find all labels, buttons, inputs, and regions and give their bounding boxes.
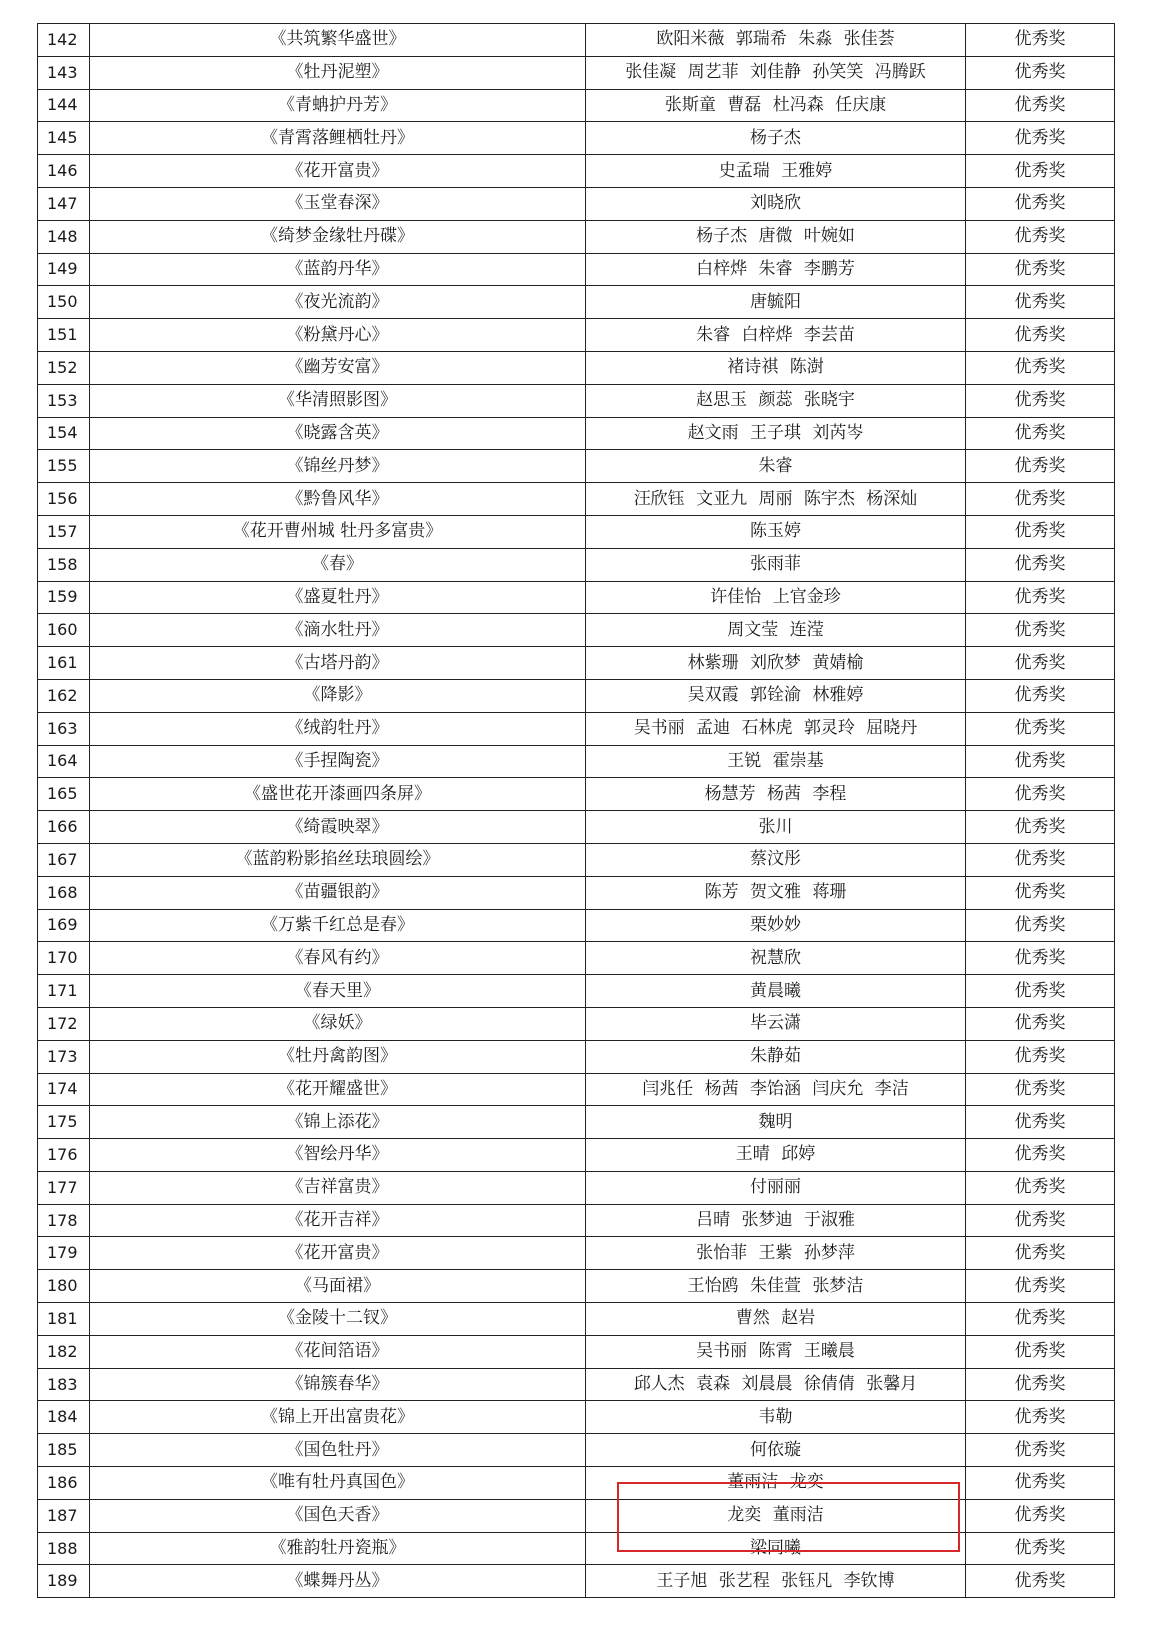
- table-row: [38, 450, 1115, 483]
- work-title-cell: 《智绘丹华》: [90, 1139, 586, 1172]
- award-level-cell: 优秀奖: [966, 1565, 1115, 1598]
- entry-number-cell: 158: [38, 548, 90, 581]
- table-row: [38, 483, 1115, 516]
- work-title-cell: 《滴水牡丹》: [90, 614, 586, 647]
- award-level-cell: 优秀奖: [966, 1499, 1115, 1532]
- award-level-cell: 优秀奖: [966, 351, 1115, 384]
- work-title-cell: 《唯有牡丹真国色》: [90, 1467, 586, 1500]
- table-row: [38, 581, 1115, 614]
- table-row: [38, 56, 1115, 89]
- author-names-cell: 陈芳 贺文雅 蒋珊: [586, 876, 966, 909]
- author-names-cell: 王子旭 张艺程 张钰凡 李钦博: [586, 1565, 966, 1598]
- table-row: [38, 1565, 1115, 1598]
- table-row: [38, 843, 1115, 876]
- work-title-cell: 《苗疆银韵》: [90, 876, 586, 909]
- work-title-cell: 《共筑繁华盛世》: [90, 24, 586, 57]
- table-row: [38, 1106, 1115, 1139]
- entry-number-cell: 175: [38, 1106, 90, 1139]
- work-title-cell: 《万紫千红总是春》: [90, 909, 586, 942]
- author-names-cell: 付丽丽: [586, 1171, 966, 1204]
- award-level-cell: 优秀奖: [966, 417, 1115, 450]
- award-level-cell: 优秀奖: [966, 1007, 1115, 1040]
- award-level-cell: 优秀奖: [966, 614, 1115, 647]
- entry-number-cell: 169: [38, 909, 90, 942]
- table-row: [38, 1204, 1115, 1237]
- author-names-cell: 龙奕 董雨洁: [586, 1499, 966, 1532]
- work-title-cell: 《蓝韵丹华》: [90, 253, 586, 286]
- author-names-cell: 吕晴 张梦迪 于淑雅: [586, 1204, 966, 1237]
- entry-number-cell: 155: [38, 450, 90, 483]
- author-names-cell: 魏明: [586, 1106, 966, 1139]
- award-level-cell: 优秀奖: [966, 515, 1115, 548]
- work-title-cell: 《夜光流韵》: [90, 286, 586, 319]
- entry-number-cell: 172: [38, 1007, 90, 1040]
- award-table: [37, 23, 1115, 1598]
- author-names-cell: 许佳怡 上官金珍: [586, 581, 966, 614]
- entry-number-cell: 143: [38, 56, 90, 89]
- work-title-cell: 《花开富贵》: [90, 1237, 586, 1270]
- author-names-cell: 赵文雨 王子琪 刘芮岑: [586, 417, 966, 450]
- table-row: [38, 1467, 1115, 1500]
- award-level-cell: 优秀奖: [966, 450, 1115, 483]
- award-level-cell: 优秀奖: [966, 253, 1115, 286]
- author-names-cell: 栗妙妙: [586, 909, 966, 942]
- work-title-cell: 《幽芳安富》: [90, 351, 586, 384]
- entry-number-cell: 178: [38, 1204, 90, 1237]
- author-names-cell: 王晴 邱婷: [586, 1139, 966, 1172]
- work-title-cell: 《降影》: [90, 679, 586, 712]
- award-level-cell: 优秀奖: [966, 1073, 1115, 1106]
- author-names-cell: 褚诗祺 陈澍: [586, 351, 966, 384]
- entry-number-cell: 149: [38, 253, 90, 286]
- award-level-cell: 优秀奖: [966, 122, 1115, 155]
- table-row: [38, 975, 1115, 1008]
- table-row: [38, 1335, 1115, 1368]
- work-title-cell: 《华清照影图》: [90, 384, 586, 417]
- table-row: [38, 1532, 1115, 1565]
- author-names-cell: 张雨菲: [586, 548, 966, 581]
- award-level-cell: 优秀奖: [966, 1270, 1115, 1303]
- award-level-cell: 优秀奖: [966, 581, 1115, 614]
- work-title-cell: 《春风有约》: [90, 942, 586, 975]
- entry-number-cell: 188: [38, 1532, 90, 1565]
- author-names-cell: 梁同曦: [586, 1532, 966, 1565]
- work-title-cell: 《牡丹禽韵图》: [90, 1040, 586, 1073]
- author-names-cell: 闫兆任 杨茜 李饴涵 闫庆允 李洁: [586, 1073, 966, 1106]
- table-row: [38, 417, 1115, 450]
- table-row: [38, 1040, 1115, 1073]
- table-row: [38, 712, 1115, 745]
- entry-number-cell: 164: [38, 745, 90, 778]
- work-title-cell: 《花间箔语》: [90, 1335, 586, 1368]
- author-names-cell: 何依璇: [586, 1434, 966, 1467]
- entry-number-cell: 159: [38, 581, 90, 614]
- table-row: [38, 89, 1115, 122]
- entry-number-cell: 147: [38, 187, 90, 220]
- work-title-cell: 《黔鲁风华》: [90, 483, 586, 516]
- work-title-cell: 《锦上添花》: [90, 1106, 586, 1139]
- work-title-cell: 《花开吉祥》: [90, 1204, 586, 1237]
- author-names-cell: 曹然 赵岩: [586, 1303, 966, 1336]
- award-level-cell: 优秀奖: [966, 778, 1115, 811]
- work-title-cell: 《青霄落鲤栖牡丹》: [90, 122, 586, 155]
- work-title-cell: 《锦簇春华》: [90, 1368, 586, 1401]
- work-title-cell: 《盛夏牡丹》: [90, 581, 586, 614]
- author-names-cell: 杨子杰: [586, 122, 966, 155]
- work-title-cell: 《花开曹州城 牡丹多富贵》: [90, 515, 586, 548]
- work-title-cell: 《古塔丹韵》: [90, 647, 586, 680]
- award-level-cell: 优秀奖: [966, 1401, 1115, 1434]
- award-level-cell: 优秀奖: [966, 843, 1115, 876]
- author-names-cell: 赵思玉 颜蕊 张晓宇: [586, 384, 966, 417]
- award-level-cell: 优秀奖: [966, 876, 1115, 909]
- entry-number-cell: 171: [38, 975, 90, 1008]
- entry-number-cell: 176: [38, 1139, 90, 1172]
- entry-number-cell: 185: [38, 1434, 90, 1467]
- author-names-cell: 蔡汶彤: [586, 843, 966, 876]
- table-row: [38, 155, 1115, 188]
- author-names-cell: 欧阳米薇 郭瑞希 朱淼 张佳荟: [586, 24, 966, 57]
- work-title-cell: 《蓝韵粉影掐丝珐琅圆绘》: [90, 843, 586, 876]
- award-table-body: [38, 24, 1115, 1598]
- award-level-cell: 优秀奖: [966, 1106, 1115, 1139]
- award-level-cell: 优秀奖: [966, 1467, 1115, 1500]
- entry-number-cell: 162: [38, 679, 90, 712]
- entry-number-cell: 182: [38, 1335, 90, 1368]
- table-row: [38, 811, 1115, 844]
- author-names-cell: 韦勒: [586, 1401, 966, 1434]
- award-level-cell: 优秀奖: [966, 1368, 1115, 1401]
- table-row: [38, 614, 1115, 647]
- award-level-cell: 优秀奖: [966, 220, 1115, 253]
- author-names-cell: 刘晓欣: [586, 187, 966, 220]
- entry-number-cell: 179: [38, 1237, 90, 1270]
- entry-number-cell: 148: [38, 220, 90, 253]
- award-level-cell: 优秀奖: [966, 712, 1115, 745]
- table-row: [38, 351, 1115, 384]
- table-row: [38, 1270, 1115, 1303]
- author-names-cell: 董雨洁 龙奕: [586, 1467, 966, 1500]
- award-level-cell: 优秀奖: [966, 679, 1115, 712]
- table-row: [38, 909, 1115, 942]
- author-names-cell: 唐毓阳: [586, 286, 966, 319]
- table-row: [38, 647, 1115, 680]
- work-title-cell: 《绒韵牡丹》: [90, 712, 586, 745]
- author-names-cell: 吴书丽 孟迪 石林虎 郭灵玲 屈晓丹: [586, 712, 966, 745]
- table-row: [38, 1237, 1115, 1270]
- award-level-cell: 优秀奖: [966, 1434, 1115, 1467]
- work-title-cell: 《花开耀盛世》: [90, 1073, 586, 1106]
- table-row: [38, 1007, 1115, 1040]
- award-level-cell: 优秀奖: [966, 1139, 1115, 1172]
- award-level-cell: 优秀奖: [966, 909, 1115, 942]
- work-title-cell: 《国色牡丹》: [90, 1434, 586, 1467]
- work-title-cell: 《马面裙》: [90, 1270, 586, 1303]
- award-level-cell: 优秀奖: [966, 745, 1115, 778]
- author-names-cell: 杨慧芳 杨茜 李程: [586, 778, 966, 811]
- entry-number-cell: 173: [38, 1040, 90, 1073]
- author-names-cell: 张川: [586, 811, 966, 844]
- entry-number-cell: 146: [38, 155, 90, 188]
- award-level-cell: 优秀奖: [966, 1040, 1115, 1073]
- award-level-cell: 优秀奖: [966, 1303, 1115, 1336]
- work-title-cell: 《玉堂春深》: [90, 187, 586, 220]
- award-level-cell: 优秀奖: [966, 975, 1115, 1008]
- work-title-cell: 《绿妖》: [90, 1007, 586, 1040]
- author-names-cell: 林紫珊 刘欣梦 黄婧榆: [586, 647, 966, 680]
- work-title-cell: 《晓露含英》: [90, 417, 586, 450]
- author-names-cell: 王锐 霍崇基: [586, 745, 966, 778]
- award-level-cell: 优秀奖: [966, 1532, 1115, 1565]
- entry-number-cell: 170: [38, 942, 90, 975]
- work-title-cell: 《盛世花开漆画四条屏》: [90, 778, 586, 811]
- entry-number-cell: 153: [38, 384, 90, 417]
- table-row: [38, 1434, 1115, 1467]
- work-title-cell: 《粉黛丹心》: [90, 319, 586, 352]
- entry-number-cell: 142: [38, 24, 90, 57]
- author-names-cell: 张怡菲 王紫 孙梦萍: [586, 1237, 966, 1270]
- author-names-cell: 黄晨曦: [586, 975, 966, 1008]
- author-names-cell: 张佳凝 周艺菲 刘佳静 孙笑笑 冯腾跃: [586, 56, 966, 89]
- work-title-cell: 《花开富贵》: [90, 155, 586, 188]
- author-names-cell: 祝慧欣: [586, 942, 966, 975]
- entry-number-cell: 183: [38, 1368, 90, 1401]
- award-level-cell: 优秀奖: [966, 1237, 1115, 1270]
- entry-number-cell: 145: [38, 122, 90, 155]
- entry-number-cell: 161: [38, 647, 90, 680]
- entry-number-cell: 163: [38, 712, 90, 745]
- entry-number-cell: 186: [38, 1467, 90, 1500]
- entry-number-cell: 165: [38, 778, 90, 811]
- table-row: [38, 384, 1115, 417]
- work-title-cell: 《锦丝丹梦》: [90, 450, 586, 483]
- award-level-cell: 优秀奖: [966, 319, 1115, 352]
- work-title-cell: 《国色天香》: [90, 1499, 586, 1532]
- award-level-cell: 优秀奖: [966, 286, 1115, 319]
- entry-number-cell: 189: [38, 1565, 90, 1598]
- entry-number-cell: 187: [38, 1499, 90, 1532]
- award-level-cell: 优秀奖: [966, 24, 1115, 57]
- table-row: [38, 319, 1115, 352]
- work-title-cell: 《手捏陶瓷》: [90, 745, 586, 778]
- award-level-cell: 优秀奖: [966, 647, 1115, 680]
- award-level-cell: 优秀奖: [966, 89, 1115, 122]
- table-row: [38, 187, 1115, 220]
- table-row: [38, 253, 1115, 286]
- table-row: [38, 24, 1115, 57]
- table-row: [38, 745, 1115, 778]
- work-title-cell: 《绮梦金缘牡丹碟》: [90, 220, 586, 253]
- entry-number-cell: 181: [38, 1303, 90, 1336]
- table-row: [38, 679, 1115, 712]
- author-names-cell: 白梓烨 朱睿 李鹏芳: [586, 253, 966, 286]
- entry-number-cell: 174: [38, 1073, 90, 1106]
- work-title-cell: 《春》: [90, 548, 586, 581]
- entry-number-cell: 167: [38, 843, 90, 876]
- entry-number-cell: 166: [38, 811, 90, 844]
- entry-number-cell: 177: [38, 1171, 90, 1204]
- author-names-cell: 周文莹 连滢: [586, 614, 966, 647]
- work-title-cell: 《蝶舞丹丛》: [90, 1565, 586, 1598]
- table-row: [38, 1499, 1115, 1532]
- work-title-cell: 《牡丹泥塑》: [90, 56, 586, 89]
- author-names-cell: 邱人杰 袁森 刘晨晨 徐倩倩 张馨月: [586, 1368, 966, 1401]
- award-level-cell: 优秀奖: [966, 1204, 1115, 1237]
- award-level-cell: 优秀奖: [966, 155, 1115, 188]
- award-level-cell: 优秀奖: [966, 384, 1115, 417]
- table-row: [38, 1368, 1115, 1401]
- author-names-cell: 杨子杰 唐微 叶婉如: [586, 220, 966, 253]
- entry-number-cell: 184: [38, 1401, 90, 1434]
- entry-number-cell: 160: [38, 614, 90, 647]
- work-title-cell: 《青蚺护丹芳》: [90, 89, 586, 122]
- work-title-cell: 《锦上开出富贵花》: [90, 1401, 586, 1434]
- author-names-cell: 史孟瑞 王雅婷: [586, 155, 966, 188]
- work-title-cell: 《金陵十二钗》: [90, 1303, 586, 1336]
- author-names-cell: 张斯童 曹磊 杜冯森 任庆康: [586, 89, 966, 122]
- table-row: [38, 942, 1115, 975]
- table-row: [38, 122, 1115, 155]
- work-title-cell: 《春天里》: [90, 975, 586, 1008]
- table-row: [38, 1303, 1115, 1336]
- table-row: [38, 1139, 1115, 1172]
- award-level-cell: 优秀奖: [966, 811, 1115, 844]
- entry-number-cell: 144: [38, 89, 90, 122]
- table-row: [38, 1171, 1115, 1204]
- table-row: [38, 515, 1115, 548]
- table-row: [38, 1073, 1115, 1106]
- table-row: [38, 548, 1115, 581]
- work-title-cell: 《绮霞映翠》: [90, 811, 586, 844]
- entry-number-cell: 150: [38, 286, 90, 319]
- award-level-cell: 优秀奖: [966, 942, 1115, 975]
- author-names-cell: 朱静茹: [586, 1040, 966, 1073]
- work-title-cell: 《雅韵牡丹瓷瓶》: [90, 1532, 586, 1565]
- table-row: [38, 220, 1115, 253]
- award-level-cell: 优秀奖: [966, 187, 1115, 220]
- table-row: [38, 286, 1115, 319]
- award-level-cell: 优秀奖: [966, 1171, 1115, 1204]
- award-level-cell: 优秀奖: [966, 548, 1115, 581]
- author-names-cell: 朱睿 白梓烨 李芸苗: [586, 319, 966, 352]
- author-names-cell: 王怡鸥 朱佳萱 张梦洁: [586, 1270, 966, 1303]
- table-row: [38, 1401, 1115, 1434]
- entry-number-cell: 152: [38, 351, 90, 384]
- award-level-cell: 优秀奖: [966, 56, 1115, 89]
- award-level-cell: 优秀奖: [966, 1335, 1115, 1368]
- author-names-cell: 汪欣钰 文亚九 周丽 陈宇杰 杨深灿: [586, 483, 966, 516]
- table-row: [38, 876, 1115, 909]
- author-names-cell: 吴书丽 陈霄 王曦晨: [586, 1335, 966, 1368]
- author-names-cell: 朱睿: [586, 450, 966, 483]
- award-level-cell: 优秀奖: [966, 483, 1115, 516]
- author-names-cell: 吴双霞 郭铨渝 林雅婷: [586, 679, 966, 712]
- author-names-cell: 陈玉婷: [586, 515, 966, 548]
- entry-number-cell: 156: [38, 483, 90, 516]
- entry-number-cell: 168: [38, 876, 90, 909]
- entry-number-cell: 180: [38, 1270, 90, 1303]
- work-title-cell: 《吉祥富贵》: [90, 1171, 586, 1204]
- author-names-cell: 毕云潇: [586, 1007, 966, 1040]
- entry-number-cell: 154: [38, 417, 90, 450]
- entry-number-cell: 157: [38, 515, 90, 548]
- table-row: [38, 778, 1115, 811]
- entry-number-cell: 151: [38, 319, 90, 352]
